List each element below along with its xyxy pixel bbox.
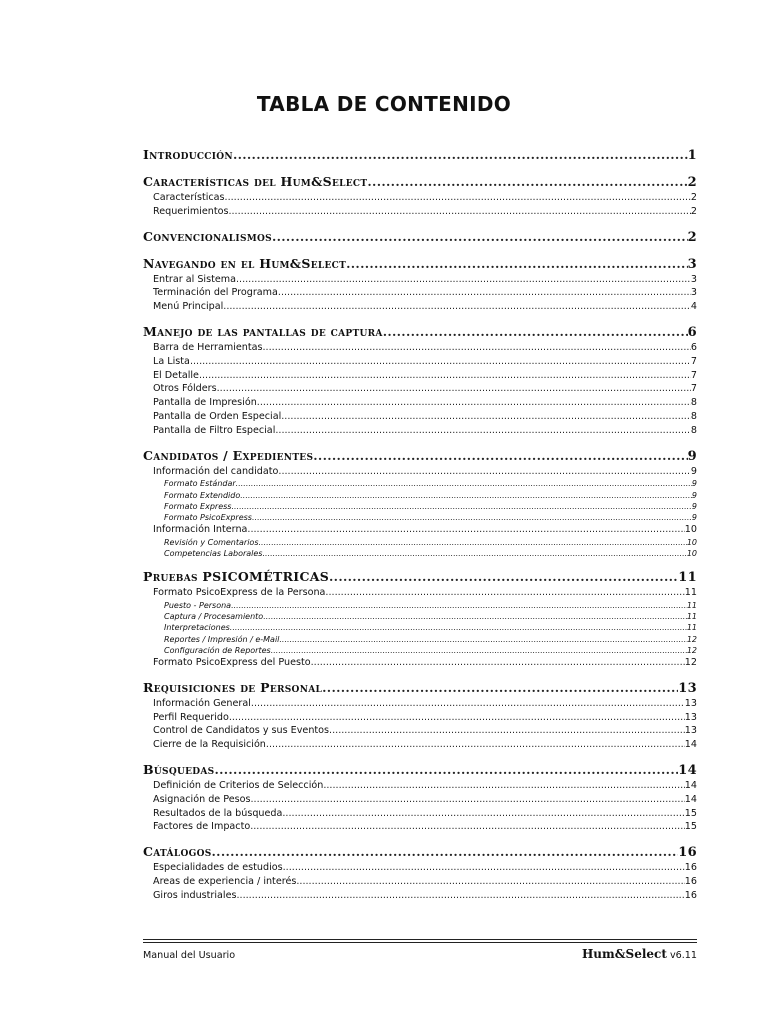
toc-entry-page-number: 3 xyxy=(690,287,697,299)
toc-entry-label: Convencionalismos xyxy=(143,228,272,244)
toc-leader-dots xyxy=(367,173,687,191)
toc-entry-label: Formato PsicoExpress de la Persona xyxy=(153,587,326,599)
toc-entry-page-number: 13 xyxy=(684,725,697,737)
toc-leader-dots xyxy=(231,501,691,512)
toc-entry-label: Información General xyxy=(153,697,251,709)
toc-entry-page-number: 10 xyxy=(684,524,697,536)
toc-entry-label: Navegando en el Hum&Select xyxy=(143,255,347,271)
toc-entry-label: Areas de experiencia / interés xyxy=(153,875,297,887)
toc-entry-page-number: 9 xyxy=(691,512,697,522)
toc-leader-dots xyxy=(262,548,686,559)
toc-entry-level-2[interactable] xyxy=(143,738,697,752)
toc-leader-dots xyxy=(323,779,684,793)
toc-entry-page-number: 9 xyxy=(691,501,697,511)
toc-entry-level-1[interactable] xyxy=(143,679,697,697)
toc-entry-label: Reportes / Impresión / e-Mail xyxy=(164,634,280,644)
toc-leader-dots xyxy=(250,793,684,807)
toc-entry-page-number: 7 xyxy=(690,383,697,395)
footer-divider-secondary xyxy=(143,942,697,944)
toc-entry-level-2[interactable] xyxy=(143,341,697,355)
toc-entry-page-number: 7 xyxy=(690,355,697,367)
toc-entry-page-number: 7 xyxy=(690,369,697,381)
toc-leader-dots xyxy=(247,523,684,537)
toc-entry-level-2[interactable] xyxy=(143,889,697,903)
toc-entry-label: Manejo de las pantallas de captura xyxy=(143,323,383,339)
toc-entry-label: Pantalla de Impresión xyxy=(153,397,257,409)
toc-entry-page-number: 8 xyxy=(690,424,697,436)
toc-entry-label: Pantalla de Filtro Especial xyxy=(153,424,276,436)
toc-entry-page-number: 13 xyxy=(684,711,697,723)
toc-entry-label: Giros industriales xyxy=(153,889,237,901)
toc-leader-dots xyxy=(329,724,685,738)
toc-entry-page-number: 4 xyxy=(690,301,697,313)
toc-leader-dots xyxy=(311,656,685,670)
footer-version: v6.11 xyxy=(669,950,697,961)
toc-entry-level-3[interactable] xyxy=(143,548,697,559)
toc-entry-page-number: 10 xyxy=(686,549,697,559)
toc-entry-level-2[interactable] xyxy=(143,820,697,834)
footer-brand-version xyxy=(582,947,697,961)
toc-leader-dots xyxy=(383,323,688,341)
toc-entry-page-number: 16 xyxy=(678,845,697,861)
toc-leader-dots xyxy=(322,679,678,697)
toc-leader-dots xyxy=(257,396,691,410)
toc-leader-dots xyxy=(329,568,678,586)
toc-entry-label: Formato PsicoExpress xyxy=(164,512,252,522)
toc-leader-dots xyxy=(313,447,687,465)
toc-leader-dots xyxy=(231,600,687,611)
toc-leader-dots xyxy=(278,286,691,300)
toc-entry-label: Candidatos / Expedientes xyxy=(143,447,314,463)
toc-entry-page-number: 16 xyxy=(684,889,697,901)
toc-entry-page-number: 9 xyxy=(687,448,697,464)
toc-entry-label: La Lista xyxy=(153,355,190,367)
toc-entry-label: Perfil Requerido xyxy=(153,711,229,723)
toc-entry-label: Características xyxy=(153,192,225,203)
toc-entry-level-1[interactable] xyxy=(143,323,697,341)
toc-entry-level-1[interactable] xyxy=(143,173,697,191)
toc-leader-dots xyxy=(223,300,691,314)
toc-entry-page-number: 3 xyxy=(690,273,697,285)
toc-entry-level-2[interactable] xyxy=(143,697,697,711)
toc-entry-label: Barra de Herramientas xyxy=(153,341,263,353)
toc-entry-page-number: 9 xyxy=(691,479,697,489)
toc-entry-page-number: 15 xyxy=(684,821,697,833)
toc-entry-label: Control de Candidatos y sus Eventos xyxy=(153,725,330,737)
toc-entry-page-number: 12 xyxy=(686,634,697,644)
toc-entry-page-number: 13 xyxy=(684,697,697,709)
toc-entry-level-1[interactable] xyxy=(143,228,697,246)
toc-leader-dots xyxy=(252,512,692,523)
toc-entry-page-number: 11 xyxy=(686,601,697,611)
toc-entry-page-number: 9 xyxy=(691,490,697,500)
toc-leader-dots xyxy=(283,861,685,875)
footer-brand: Hum&Select xyxy=(581,947,667,961)
toc-entry-label: Requerimientos xyxy=(153,205,229,217)
toc-leader-dots xyxy=(214,761,678,779)
toc-entry-level-2[interactable] xyxy=(143,807,697,821)
toc-leader-dots xyxy=(217,382,691,396)
toc-entry-level-2[interactable] xyxy=(143,300,697,314)
toc-entry-page-number: 16 xyxy=(684,875,697,887)
footer-manual-label: Manual del Usuario xyxy=(143,950,236,961)
toc-entry-label: Formato Estándar xyxy=(164,479,236,489)
toc-entry-label: Factores de Impacto xyxy=(153,821,251,833)
toc-entry-page-number: 14 xyxy=(684,739,697,751)
toc-entry-page-number: 1 xyxy=(687,148,697,163)
toc-entry-level-2[interactable] xyxy=(143,396,697,410)
toc-leader-dots xyxy=(275,424,691,438)
toc-entry-label: Búsquedas xyxy=(143,762,215,777)
toc-leader-dots xyxy=(236,478,692,489)
toc-entry-level-1[interactable] xyxy=(143,843,697,861)
toc-entry-level-1[interactable] xyxy=(143,761,697,779)
toc-leader-dots xyxy=(199,369,691,383)
toc-entry-level-3[interactable] xyxy=(143,478,697,489)
toc-entry-label: Cierre de la Requisición xyxy=(153,739,266,751)
toc-entry-level-2[interactable] xyxy=(143,656,697,670)
toc-entry-level-2[interactable] xyxy=(143,711,697,725)
toc-entry-page-number: 16 xyxy=(684,862,697,874)
toc-entry-level-2[interactable] xyxy=(143,286,697,300)
toc-entry-level-3[interactable] xyxy=(143,600,697,611)
toc-leader-dots xyxy=(250,820,685,834)
toc-entry-page-number: 11 xyxy=(686,612,697,622)
toc-leader-dots xyxy=(271,645,687,656)
toc-entry-page-number: 14 xyxy=(678,763,697,778)
toc-entry-label: Puesto - Persona xyxy=(164,601,232,611)
toc-entry-level-2[interactable] xyxy=(143,875,697,889)
toc-entry-label: Catálogos xyxy=(143,844,212,860)
toc-entry-label: Asignación de Pesos xyxy=(153,793,251,805)
toc-entry-level-3[interactable] xyxy=(143,512,697,523)
toc-entry-label: Formato Extendido xyxy=(164,490,241,500)
toc-entry-page-number: 6 xyxy=(690,341,697,353)
toc-entry-label: Captura / Procesamiento xyxy=(164,612,264,622)
toc-entry-label: Entrar al Sistema xyxy=(153,273,236,285)
toc-entry-page-number: 11 xyxy=(684,587,697,599)
toc-entry-label: Pantalla de Orden Especial xyxy=(153,410,282,422)
toc-entry-level-2[interactable] xyxy=(143,465,697,479)
toc-entry-level-2[interactable] xyxy=(143,191,697,205)
toc-entry-level-2[interactable] xyxy=(143,793,697,807)
toc-entry-label: Definición de Criterios de Selección xyxy=(153,780,324,791)
toc-entry-level-2[interactable] xyxy=(143,410,697,424)
toc-entry-page-number: 6 xyxy=(687,324,697,340)
toc-leader-dots xyxy=(281,410,691,424)
toc-entry-page-number: 2 xyxy=(687,229,697,245)
toc-leader-dots xyxy=(225,191,691,205)
toc-leader-dots xyxy=(346,255,688,273)
toc-entry-level-2[interactable] xyxy=(143,369,697,383)
toc-entry-label: Introducción xyxy=(143,147,233,162)
toc-leader-dots xyxy=(212,843,679,861)
toc-entry-page-number: 10 xyxy=(686,537,697,547)
toc-entry-page-number: 2 xyxy=(687,175,697,190)
toc-entry-label: El Detalle xyxy=(153,369,199,381)
toc-entry-label: Requisiciones de Personal xyxy=(143,679,323,695)
toc-entry-label: Competencias Laborales xyxy=(164,549,263,559)
toc-entry-label: Formato Express xyxy=(164,501,232,511)
toc-entry-level-3[interactable] xyxy=(143,611,697,622)
toc-entry-level-2[interactable] xyxy=(143,861,697,875)
toc-entry-level-2[interactable] xyxy=(143,382,697,396)
toc-entry-label: Información del candidato xyxy=(153,465,279,477)
toc-entry-label: Configuración de Reportes xyxy=(164,645,271,655)
toc-leader-dots xyxy=(230,622,687,633)
toc-entry-page-number: 11 xyxy=(678,570,697,586)
toc-leader-dots xyxy=(325,586,684,600)
toc-entry-level-3[interactable] xyxy=(143,622,697,633)
toc-entry-level-1[interactable] xyxy=(143,447,697,465)
toc-entry-page-number: 8 xyxy=(690,410,697,422)
toc-leader-dots xyxy=(240,490,692,501)
toc-entry-label: Especialidades de estudios xyxy=(153,862,283,874)
toc-entry-level-2[interactable] xyxy=(143,779,697,793)
toc-leader-dots xyxy=(251,697,685,711)
toc-entry-level-2[interactable] xyxy=(143,724,697,738)
toc-entry-label: Revisión y Comentarios xyxy=(164,537,259,547)
toc-entry-page-number: 15 xyxy=(684,807,697,819)
toc-leader-dots xyxy=(236,273,691,287)
toc-leader-dots xyxy=(190,355,691,369)
toc-entry-page-number: 14 xyxy=(684,780,697,791)
toc-entry-page-number: 9 xyxy=(690,465,697,477)
footer-divider xyxy=(143,939,697,941)
toc-entry-label: Interpretaciones xyxy=(164,623,230,633)
toc-entry-page-number: 8 xyxy=(690,397,697,409)
toc-entry-page-number: 12 xyxy=(684,657,697,669)
toc-entry-label: Terminación del Programa xyxy=(153,287,278,299)
toc-entry-level-2[interactable] xyxy=(143,424,697,438)
toc-leader-dots xyxy=(266,738,685,752)
toc-leader-dots xyxy=(263,611,687,622)
toc-entry-level-2[interactable] xyxy=(143,273,697,287)
toc-entry-label: Características del Hum&Select xyxy=(143,174,368,189)
toc-leader-dots xyxy=(236,889,684,903)
toc-entry-level-3[interactable] xyxy=(143,645,697,656)
toc-leader-dots xyxy=(272,228,688,246)
toc-entry-level-3[interactable] xyxy=(143,501,697,512)
toc-leader-dots xyxy=(229,711,685,725)
toc-entry-level-2[interactable] xyxy=(143,205,697,219)
toc-entry-label: Formato PsicoExpress del Puesto xyxy=(153,657,311,669)
toc-entry-page-number: 2 xyxy=(690,205,697,217)
toc-entry-level-3[interactable] xyxy=(143,537,697,548)
toc-entry-page-number: 3 xyxy=(687,256,697,272)
toc-leader-dots xyxy=(233,146,688,164)
toc-leader-dots xyxy=(259,537,687,548)
toc-leader-dots xyxy=(282,807,684,821)
toc-entry-level-3[interactable] xyxy=(143,490,697,501)
toc-entry-label: Pruebas PSICOMÉTRICAS xyxy=(143,569,330,585)
toc-entry-page-number: 11 xyxy=(686,623,697,633)
toc-entry-page-number: 12 xyxy=(686,645,697,655)
toc-entry-label: Información Interna xyxy=(153,524,248,536)
toc-entry-page-number: 14 xyxy=(684,793,697,805)
toc-leader-dots xyxy=(228,205,690,219)
table-of-contents xyxy=(143,146,697,903)
toc-entry-level-2[interactable] xyxy=(143,523,697,537)
toc-entry-level-2[interactable] xyxy=(143,355,697,369)
toc-entry-label: Otros Fólders xyxy=(153,383,217,395)
toc-entry-level-1[interactable] xyxy=(143,146,697,164)
toc-entry-level-2[interactable] xyxy=(143,586,697,600)
toc-entry-page-number: 13 xyxy=(678,680,697,696)
toc-leader-dots xyxy=(278,465,690,479)
toc-entry-level-3[interactable] xyxy=(143,634,697,645)
toc-leader-dots xyxy=(263,341,691,355)
toc-entry-label: Resultados de la búsqueda xyxy=(153,807,283,819)
toc-entry-page-number: 2 xyxy=(690,192,697,203)
toc-entry-label: Menú Principal xyxy=(153,301,224,313)
toc-leader-dots xyxy=(279,634,686,645)
toc-leader-dots xyxy=(296,875,684,889)
toc-entry-level-1[interactable] xyxy=(143,568,697,586)
toc-entry-level-1[interactable] xyxy=(143,255,697,273)
page-title: TABLA DE CONTENIDO xyxy=(256,92,512,116)
